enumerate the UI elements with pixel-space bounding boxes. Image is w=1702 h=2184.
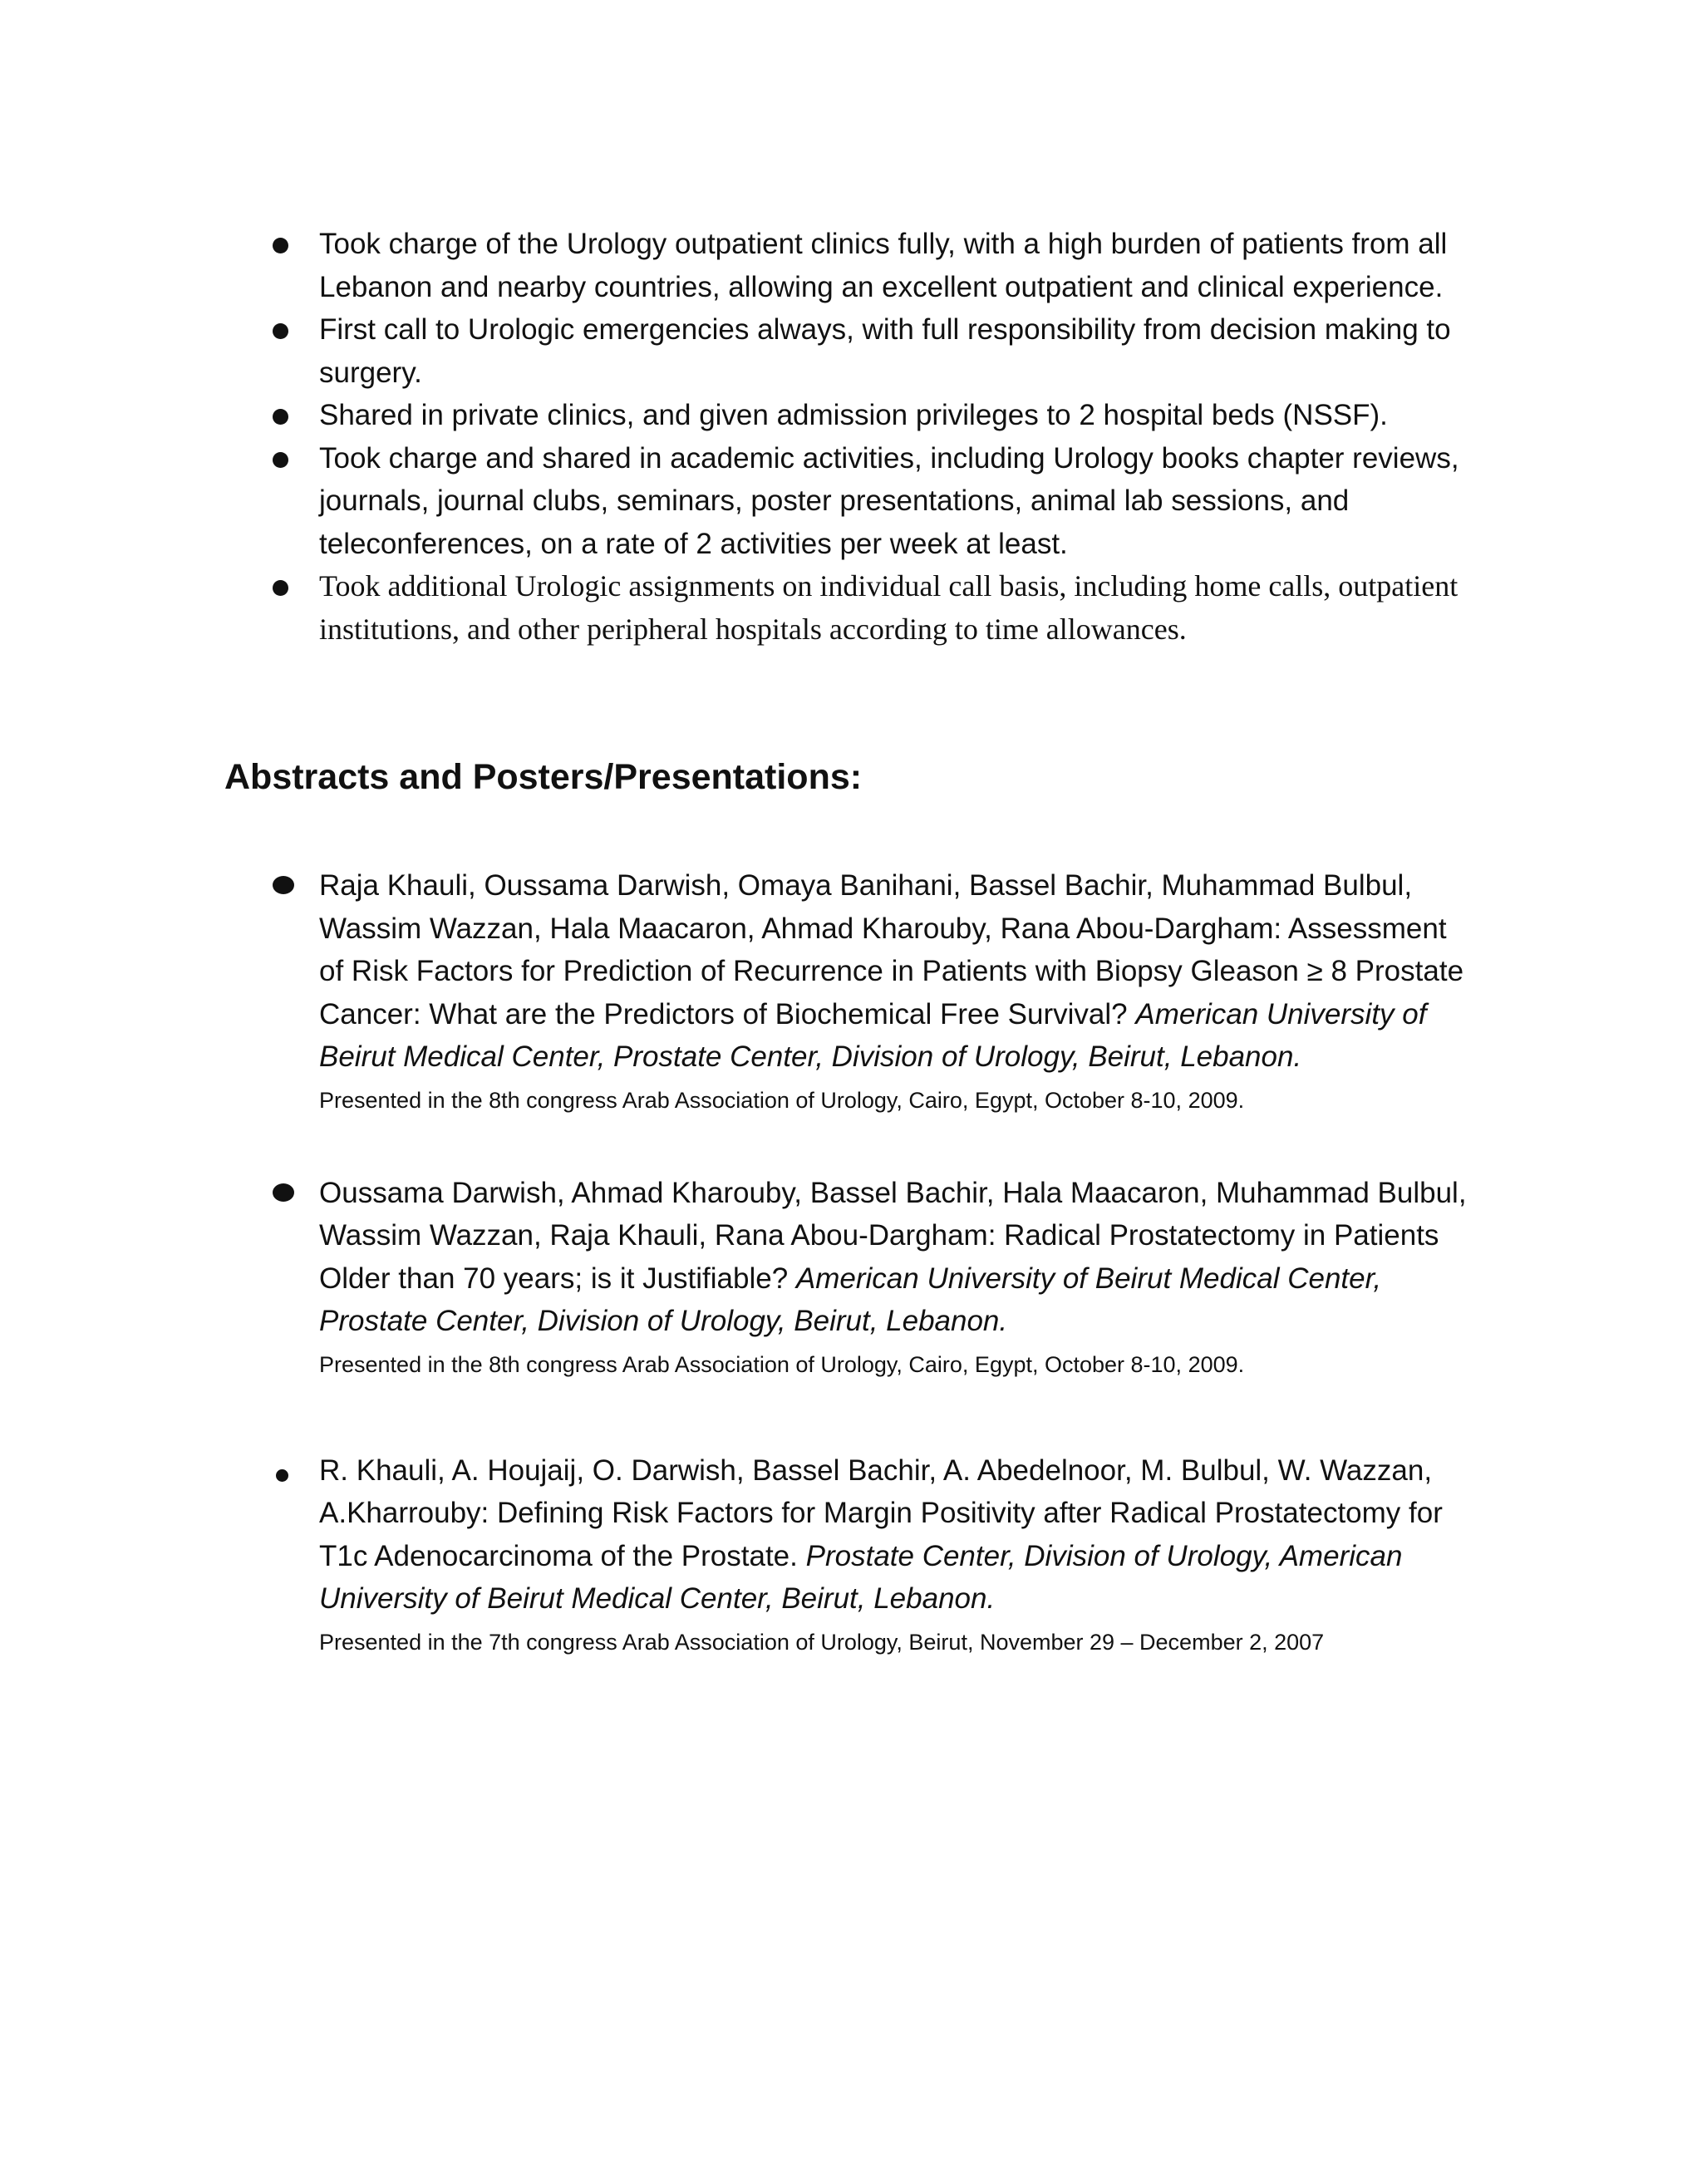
bullet-icon	[273, 876, 294, 894]
bullet-icon	[273, 580, 288, 596]
duty-item	[264, 308, 1478, 394]
publication-citation	[319, 1449, 1478, 1621]
publication-authors-title: Oussama Darwish, Ahmad Kharouby, Bassel Bachir, Hala Maacaron, Muhammad Bulbul, Wassim Wazzan, Raja Khauli, Rana Abou-Dargham: Radical Prostatectomy in Patients Older than 70 years; is it Justifiable?	[319, 1176, 1467, 1295]
publication-item	[264, 864, 1478, 1117]
publication-item	[264, 1449, 1478, 1659]
bullet-icon	[273, 452, 288, 468]
publication-authors-title: Raja Khauli, Oussama Darwish, Omaya Banihani, Bassel Bachir, Muhammad Bulbul, Wassim Wazzan, Hala Maacaron, Ahmad Kharouby, Rana Abou-Dargham: Assessment of Risk Factors for Prediction of Recurrence in Patients with Biopsy Gleason ≥ 8 Prostate Cancer: What are the Predictors of Biochemical Free Survival?	[319, 869, 1464, 1031]
duty-item	[264, 394, 1478, 437]
publication-citation	[319, 864, 1478, 1079]
bullet-icon	[276, 1469, 288, 1482]
publications-list	[264, 864, 1478, 1659]
duties-list	[264, 223, 1478, 651]
section-title: Abstracts and Posters/Presentations:	[224, 757, 863, 797]
duty-text: First call to Urologic emergencies always, with full responsibility from decision making to surgery.	[319, 313, 1451, 389]
duty-text: Took additional Urologic assignments on individual call basis, including home calls, outpatient institutions, and other peripheral hospitals according to time allowances.	[319, 569, 1459, 646]
publication-venue: Prostate Center, Division of Urology, American University of Beirut Medical Center, Beirut, Lebanon.	[319, 1539, 1403, 1615]
bullet-icon	[273, 238, 288, 253]
publication-venue: American University of Beirut Medical Center, Prostate Center, Division of Urology, Beirut, Lebanon.	[319, 1262, 1382, 1337]
duty-item	[264, 437, 1478, 566]
duty-item	[264, 565, 1478, 651]
duty-text: Shared in private clinics, and given admission privileges to 2 hospital beds (NSSF).	[319, 399, 1388, 431]
bullet-icon	[273, 323, 288, 339]
publication-presented: Presented in the 7th congress Arab Association of Urology, Beirut, November 29 – December 2, 2007	[319, 1629, 1325, 1655]
bullet-icon	[273, 1183, 294, 1202]
duty-text: Took charge and shared in academic activities, including Urology books chapter reviews, journals, journal clubs, seminars, poster presentations, animal lab sessions, and teleconferences, on a rate of 2 activities per week at least.	[319, 441, 1459, 560]
bullet-icon	[273, 409, 288, 425]
duty-text: Took charge of the Urology outpatient clinics fully, with a high burden of patients from all Lebanon and nearby countries, allowing an excellent outpatient and clinical experience.	[319, 228, 1448, 303]
publication-presented: Presented in the 8th congress Arab Association of Urology, Cairo, Egypt, October 8-10, 2009.	[319, 1351, 1245, 1377]
duty-item	[264, 223, 1478, 308]
publication-venue: American University of Beirut Medical Center, Prostate Center, Division of Urology, Beirut, Lebanon.	[319, 997, 1427, 1073]
publication-item	[264, 1172, 1478, 1381]
publication-presented: Presented in the 8th congress Arab Association of Urology, Cairo, Egypt, October 8-10, 2009.	[319, 1087, 1245, 1113]
publication-citation	[319, 1172, 1478, 1343]
publication-authors-title: R. Khauli, A. Houjaij, O. Darwish, Bassel Bachir, A. Abedelnoor, M. Bulbul, W. Wazzan, A.Kharrouby: Defining Risk Factors for Margin Positivity after Radical Prostatectomy for T1c Adenocarcinoma of the Prostate.	[319, 1454, 1443, 1572]
